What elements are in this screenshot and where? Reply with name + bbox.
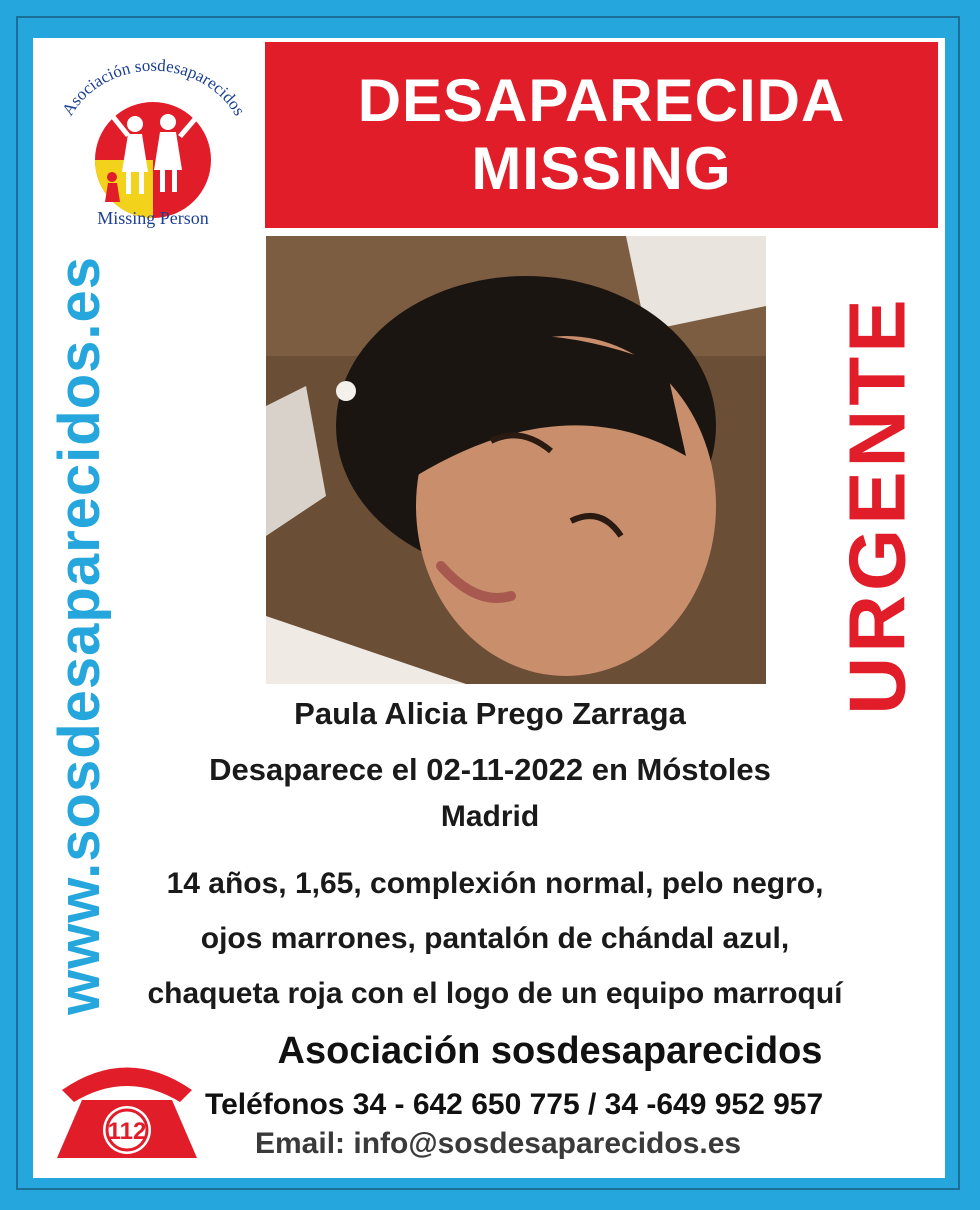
description-line: 14 años, 1,65, complexión normal, pelo negro, [166,867,824,900]
description-line: ojos marrones, pantalón de chándal azul, [200,922,790,955]
banner-title-spanish: DESAPARECIDA [357,67,846,134]
logo-emblem [40,42,265,232]
banner-title-english: MISSING [471,135,732,202]
person-name: Paula Alicia Prego Zarraga [294,696,686,731]
association-name: Asociación sosdesaparecidos [277,1030,823,1072]
physical-description [100,856,890,1021]
portrait-illustration [266,236,766,684]
urgent-text: URGENTE [833,295,923,715]
contact-phones: Teléfonos 34 - 642 650 775 / 34 -649 952 957 [205,1088,824,1121]
logo-arc-text: Asociación sosdesaparecidos [58,55,249,119]
emergency-number: 112 [107,1118,147,1145]
disappearance-info: Desaparece el 02-11-2022 en Móstoles [209,752,771,787]
disappearance-region: Madrid [440,800,540,833]
logo-caption: Missing Person [97,208,209,228]
missing-person-photo [266,236,766,684]
missing-banner [265,42,938,228]
association-logo [40,42,265,232]
urgent-badge [828,295,928,715]
emergency-phone-icon [52,1050,202,1162]
description-line: chaqueta roja con el logo de un equipo marroquí [147,977,843,1010]
contact-email: Email: info@sosdesaparecidos.es [255,1127,742,1160]
side-website-text: www.sosdesaparecidos.es [47,255,113,1015]
